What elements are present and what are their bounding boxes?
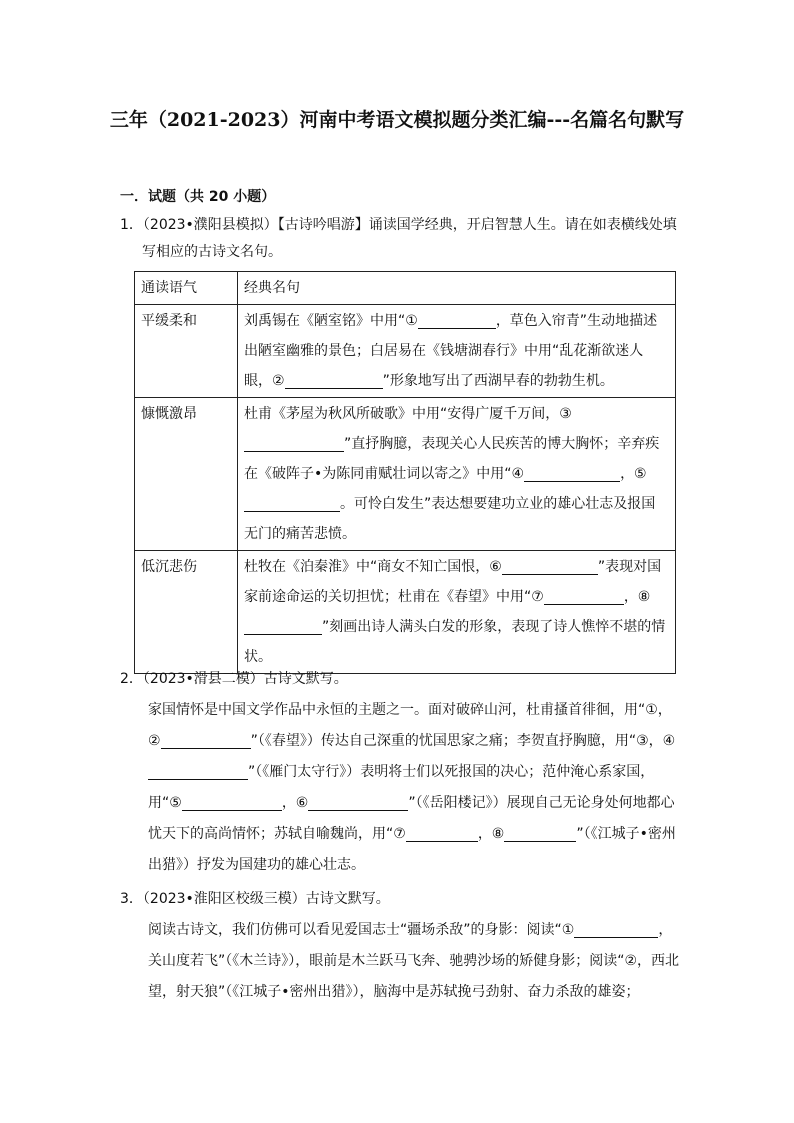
blank-3[interactable] [244,433,344,452]
text-segment: ，⑥ [281,795,309,811]
text-segment: 杜甫《茅屋为秋风所破歌》中用“安得广厦千万间，③ [244,406,572,422]
blank-3-1[interactable] [574,919,658,938]
text-segment: ”（《岳阳楼记》）展现自己无论身处何地都心忧天下的高尚情怀；苏轼自喻魏尚，用“⑦ [148,795,675,842]
text-segment: 家国情怀是中国文学作品中永恒的主题之一。面对破碎山河，杜甫搔首徘徊，用“①，② [148,702,672,749]
question-2 [120,664,680,881]
table-cell-quote [238,551,676,674]
text-segment: ”刻画出诗人满头白发的形象，表现了诗人憔悴不堪的情状。 [244,619,666,665]
question-3-header: 3．（2023•淮阳区校级三模）古诗文默写。 [120,891,390,907]
question-1-table [134,271,676,674]
text-segment: ，草色入帘青”生动地描述出陋室幽雅的景色；白居易在《钱塘湖春行》中用“乱花渐欲迷人眼，② [244,313,658,389]
question-3-body [120,915,680,1008]
text-segment: ”表现对国家前途命运的关切担忧；杜甫在《春望》中用“⑦ [244,559,662,605]
text-segment: ”形象地写出了西湖早春的勃勃生机。 [382,373,614,389]
blank-2-4[interactable] [148,761,248,780]
blank-1[interactable] [418,310,496,329]
blank-2-5[interactable] [182,792,282,811]
section-heading: 一．试题（共 20 小题） [120,189,276,205]
question-3 [120,884,680,1008]
blank-8[interactable] [244,616,322,635]
table-header-mood: 通读语气 [135,272,238,305]
table-header-quote: 经典名句 [238,272,676,305]
table-row [135,551,676,674]
table-row [135,398,676,551]
question-2-header: 2．（2023•滑县二模）古诗文默写。 [120,671,348,687]
text-segment: ，⑧ [477,826,505,842]
question-2-body [120,695,680,881]
text-segment: 刘禹锡在《陋室铭》中用“① [244,313,418,329]
text-segment: ”（《雁门太守行》）表明将士们以死报国的决心；范仲淹心系家国，用“⑤ [148,764,655,811]
table-cell-mood: 慷慨激昂 [135,398,238,551]
blank-2[interactable] [285,370,383,389]
table-row [135,305,676,398]
blank-7[interactable] [544,586,624,605]
question-1-line1: 1．（2023•濮阳县模拟）【古诗吟唱游】诵读国学经典，开启智慧人生。请在如表横线处填 [120,217,677,233]
table-header-row [135,272,676,305]
document-title: 三年（2021-2023）河南中考语文模拟题分类汇编---名篇名句默写 [109,109,685,131]
table-cell-mood: 平缓柔和 [135,305,238,398]
text-segment: ，⑧ [623,589,651,605]
blank-5[interactable] [244,493,340,512]
table-cell-quote [238,305,676,398]
blank-4[interactable] [524,463,620,482]
table-cell-quote [238,398,676,551]
blank-2-6[interactable] [308,792,408,811]
blank-2-2[interactable] [161,730,251,749]
text-segment: ”（《江城子•密州出猎》）抒发为国建功的雄心壮志。 [148,826,676,873]
text-segment: 阅读古诗文，我们仿佛可以看见爱国志士“疆场杀敌”的身影：阅读“① [148,922,575,938]
question-1-line2: 写相应的古诗文名句。 [142,244,282,260]
blank-2-8[interactable] [504,823,576,842]
blank-6[interactable] [502,556,598,575]
text-segment: ，⑤ [620,466,647,482]
table-cell-mood: 低沉悲伤 [135,551,238,674]
blank-2-7[interactable] [406,823,478,842]
text-segment: 。可怜白发生”表达想要建功立业的雄心壮志及报国无门的痛苦悲愤。 [244,496,656,542]
text-segment: ”直抒胸臆，表现关心人民疾苦的博大胸怀；辛弃疾在《破阵子•为陈同甫赋壮词以寄之》中用“④ [244,436,660,482]
question-1-intro [120,212,680,266]
text-segment: ，关山度若飞”（《木兰诗》），眼前是木兰跃马飞奔、驰骋沙场的矫健身影；阅读“②，西北望，射天狼”（《江城子•密州出猎》），脑海中是苏轼挽弓劲射、奋力杀敌的雄姿； [148,922,680,1000]
text-segment: 杜牧在《泊秦淮》中“商女不知亡国恨，⑥ [244,559,502,575]
text-segment: ”（《春望》）传达自己深重的忧国思家之痛；李贺直抒胸臆，用“③，④ [250,733,676,749]
